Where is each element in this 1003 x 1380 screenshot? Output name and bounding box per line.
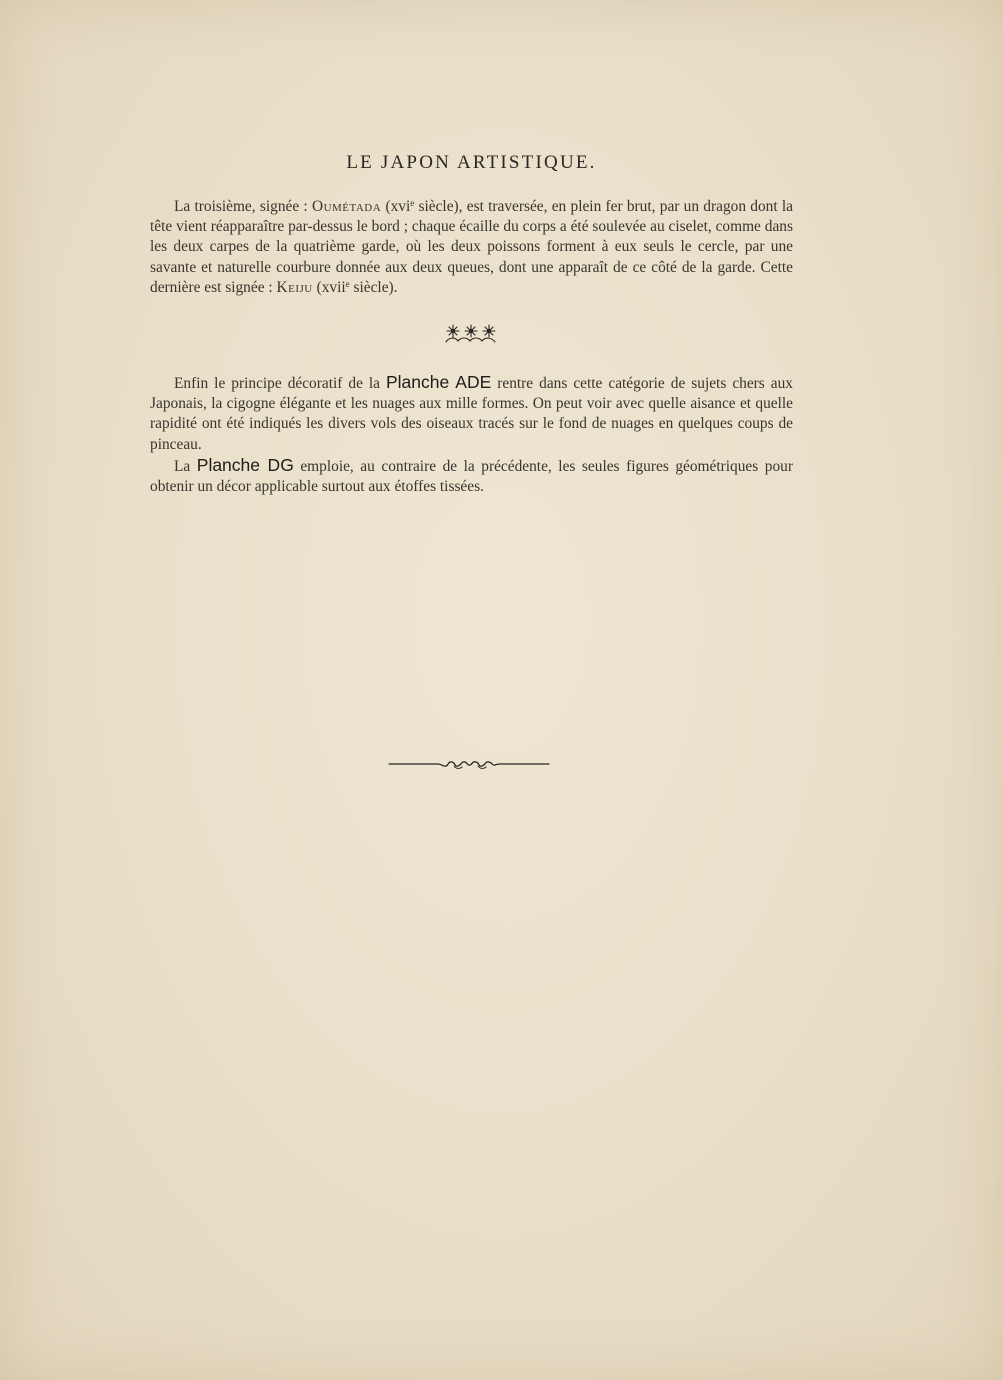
p1-date2-close: siècle).: [349, 278, 398, 296]
p1-date2-open: (xvii: [312, 278, 346, 296]
paragraph-1: [150, 197, 793, 298]
tailpiece-flourish-icon: [388, 757, 550, 771]
running-head: LE JAPON ARTISTIQUE.: [346, 152, 597, 173]
p1-intro: La troisième, signée :: [174, 198, 312, 215]
p2-before: Enfin le principe décoratif de la: [174, 375, 386, 392]
p1-date1-superscript: e: [410, 198, 415, 208]
p1-rest: siècle), est traversée, en plein fer brut, par un dragon dont la tête vient réapparaître par-dessus le bord ; chaque écaille du corps a été soulevée au ciselet, comme dans les deux carpes de la quatrième garde, où les deux poissons forment à eux seuls le cercle, par une savante et naturelle courbure donnée aux deux queues, dont une apparaît de ce côté de la garde. Cette dernière est signée :: [150, 198, 793, 296]
p1-date2-superscript: e: [345, 278, 350, 289]
paragraph-2: [150, 372, 793, 455]
p2-after: rentre dans cette catégorie de sujets chers aux Japonais, la cigogne élégante et les nuages aux mille formes. On peut voir avec quelle aisance et quelle rapidité ont été indiqués les divers vols des oiseaux tracés sur le fond de nuages en quelques coups de pinceau.: [150, 375, 793, 453]
text-block-1: [150, 197, 793, 298]
artist-name-oumetada: Oumétada: [311, 198, 382, 215]
plate-reference-dg: Planche DG: [196, 454, 294, 475]
plate-reference-ade: Planche ADE: [386, 372, 492, 392]
p3-after: emploie, au contraire de la précédente, les seules figures géométriques pour obtenir un décor applicable surtout aux étoffes tissées.: [150, 457, 793, 496]
p3-before: La: [174, 457, 197, 475]
p1-date1-open: (xvi: [381, 198, 411, 215]
paragraph-3: [150, 455, 793, 497]
artist-name-keiju: Keiju: [276, 278, 313, 296]
text-block-2: [150, 372, 793, 497]
asterism-icon: [443, 323, 499, 345]
